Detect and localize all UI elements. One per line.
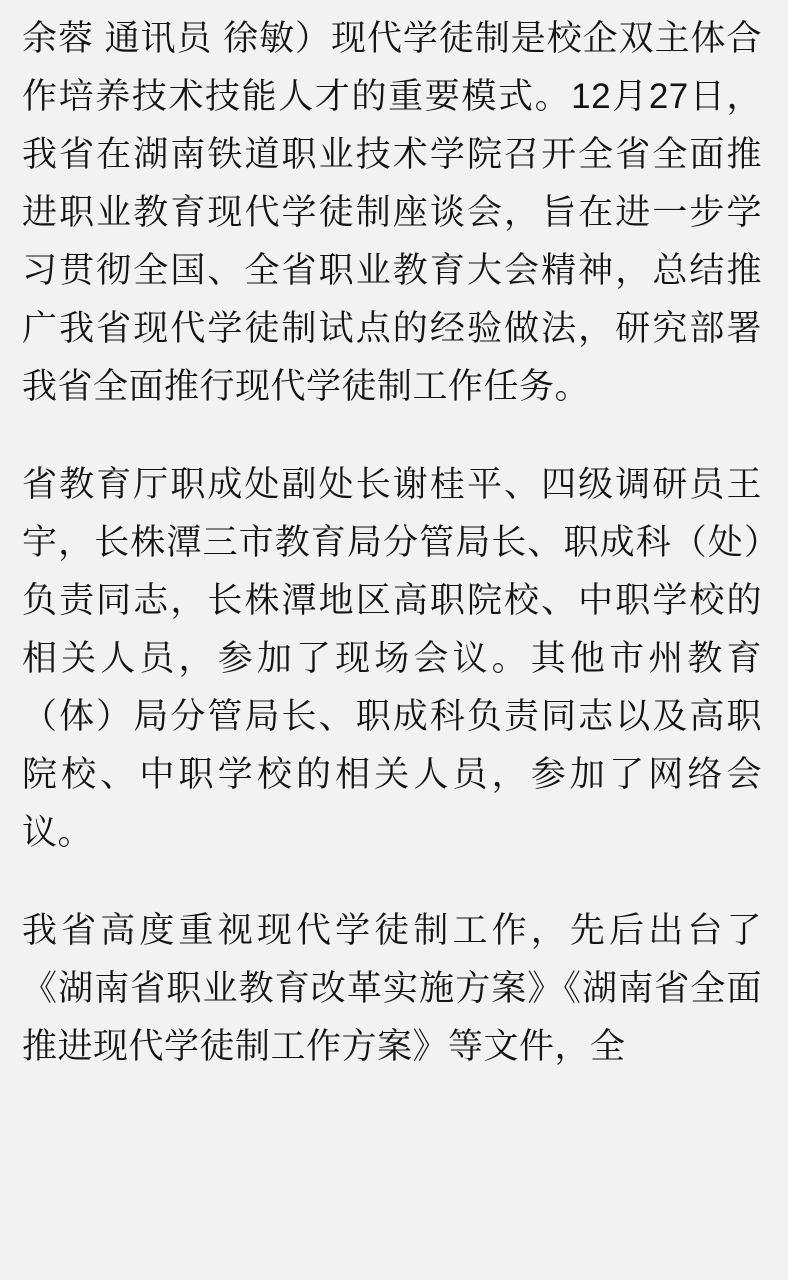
- article-body: [22, 10, 762, 1076]
- paragraph-3: 我省高度重视现代学徒制工作，先后出台了《湖南省职业教育改革实施方案》《湖南省全面推进现代学徒制工作方案》等文件，全: [22, 911, 762, 1066]
- paragraph-1: 余蓉 通讯员 徐敏）现代学徒制是校企双主体合作培养技术技能人才的重要模式。12月27日，我省在湖南铁道职业技术学院召开全省全面推进职业教育现代学徒制座谈会，旨在进一步学习贯彻全国、全省职业教育大会精神，总结推广我省现代学徒制试点的经验做法，研究部署我省全面推行现代学徒制工作任务。: [22, 19, 762, 406]
- paragraph-2: 省教育厅职成处副处长谢桂平、四级调研员王宇，长株潭三市教育局分管局长、职成科（处）负责同志，长株潭地区高职院校、中职学校的相关人员，参加了现场会议。其他市州教育（体）局分管局长、职成科负责同志以及高职院校、中职学校的相关人员，参加了网络会议。: [22, 465, 762, 852]
